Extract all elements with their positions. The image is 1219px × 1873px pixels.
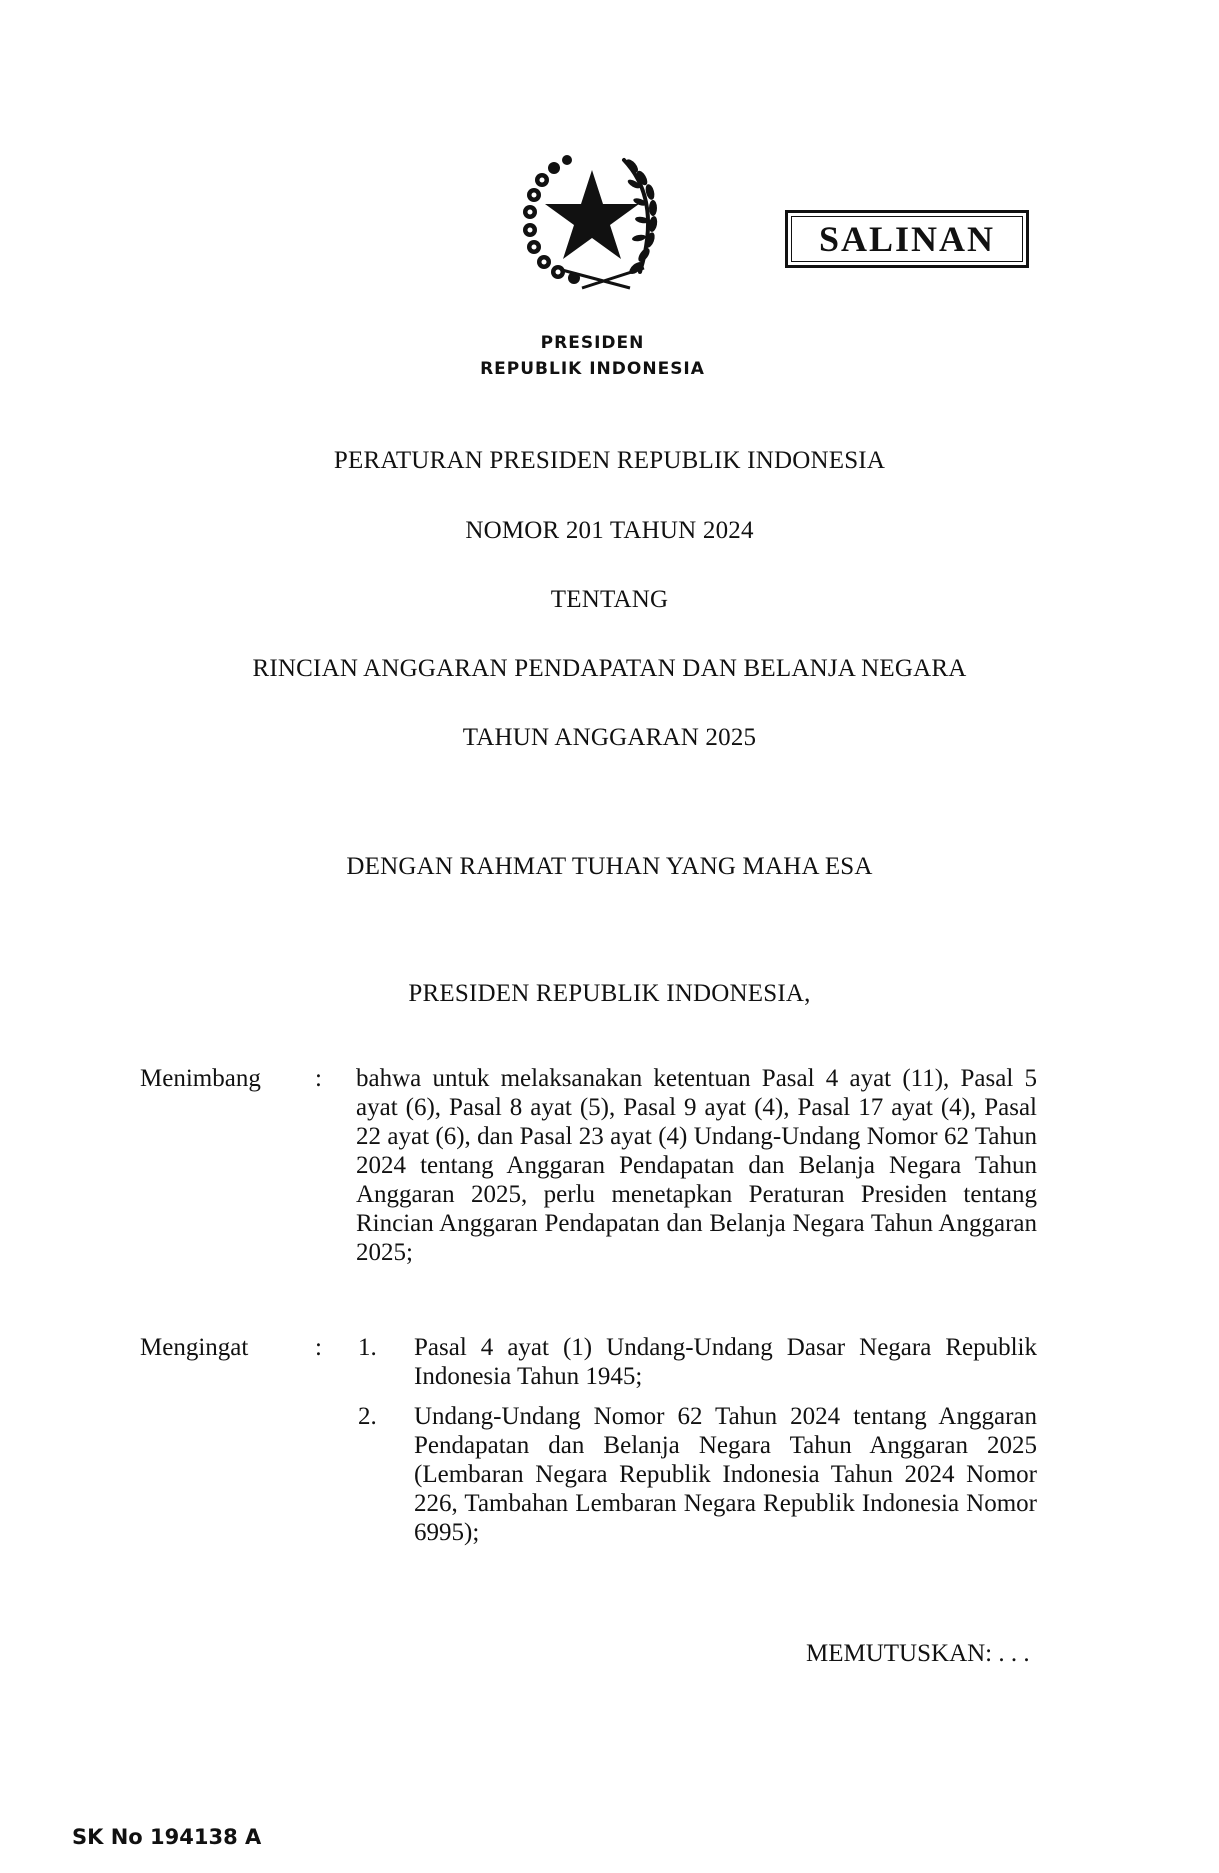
regulation-about: TENTANG [550, 586, 669, 613]
mengingat-item-text: Undang-Undang Nomor 62 Tahun 2024 tentang Anggaran Pendapatan dan Belanja Negara Tahun Anggaran 2025 (Lembaran Negara Republik Indonesia Tahun 2024 Nomor 226, Tambahan Lembaran Negara Republik Indonesia Nomor 6995); [414, 1403, 1037, 1546]
regulation-subject: RINCIAN ANGGARAN PENDAPATAN DAN BELANJA NEGARA [252, 655, 967, 682]
mengingat-colon: : [315, 1334, 322, 1361]
salinan-stamp [785, 210, 1029, 268]
mengingat-item-text: Pasal 4 ayat (1) Undang-Undang Dasar Negara Republik Indonesia Tahun 1945; [414, 1334, 1037, 1390]
regulation-fiscal-year: TAHUN ANGGARAN 2025 [462, 724, 757, 751]
menimbang-colon: : [315, 1065, 322, 1092]
regulation-title: PERATURAN PRESIDEN REPUBLIK INDONESIA [333, 447, 886, 474]
salinan-label: SALINAN [818, 219, 996, 259]
garuda-star-emblem-icon [512, 140, 672, 300]
institution-line-republic: REPUBLIK INDONESIA [480, 359, 705, 379]
menimbang-label: Menimbang [140, 1065, 261, 1092]
institution-line-president: PRESIDEN [540, 333, 645, 353]
sk-number: SK No 194138 A [72, 1825, 262, 1849]
mengingat-item-number: 2. [358, 1403, 377, 1430]
issuer: PRESIDEN REPUBLIK INDONESIA, [408, 980, 811, 1007]
regulation-number: NOMOR 201 TAHUN 2024 [465, 517, 754, 544]
mengingat-item-number: 1. [358, 1334, 377, 1361]
continuation-marker: MEMUTUSKAN: . . . [806, 1640, 1030, 1667]
invocation: DENGAN RAHMAT TUHAN YANG MAHA ESA [346, 853, 873, 880]
mengingat-label: Mengingat [140, 1334, 249, 1361]
menimbang-text: bahwa untuk melaksanakan ketentuan Pasal 4 ayat (11), Pasal 5 ayat (6), Pasal 8 ayat (5), Pasal 9 ayat (4), Pasal 17 ayat (4), Pasal 22 ayat (6), dan Pasal 23 ayat (4) Undang-Undang Nomor 62 Tahun 2024 tentang Anggaran Pendapatan dan Belanja Negara Tahun Anggaran 2025, perlu menetapkan Peraturan Presiden tentang Rincian Anggaran Pendapatan dan Belanja Negara Tahun Anggaran 2025; [356, 1065, 1037, 1266]
